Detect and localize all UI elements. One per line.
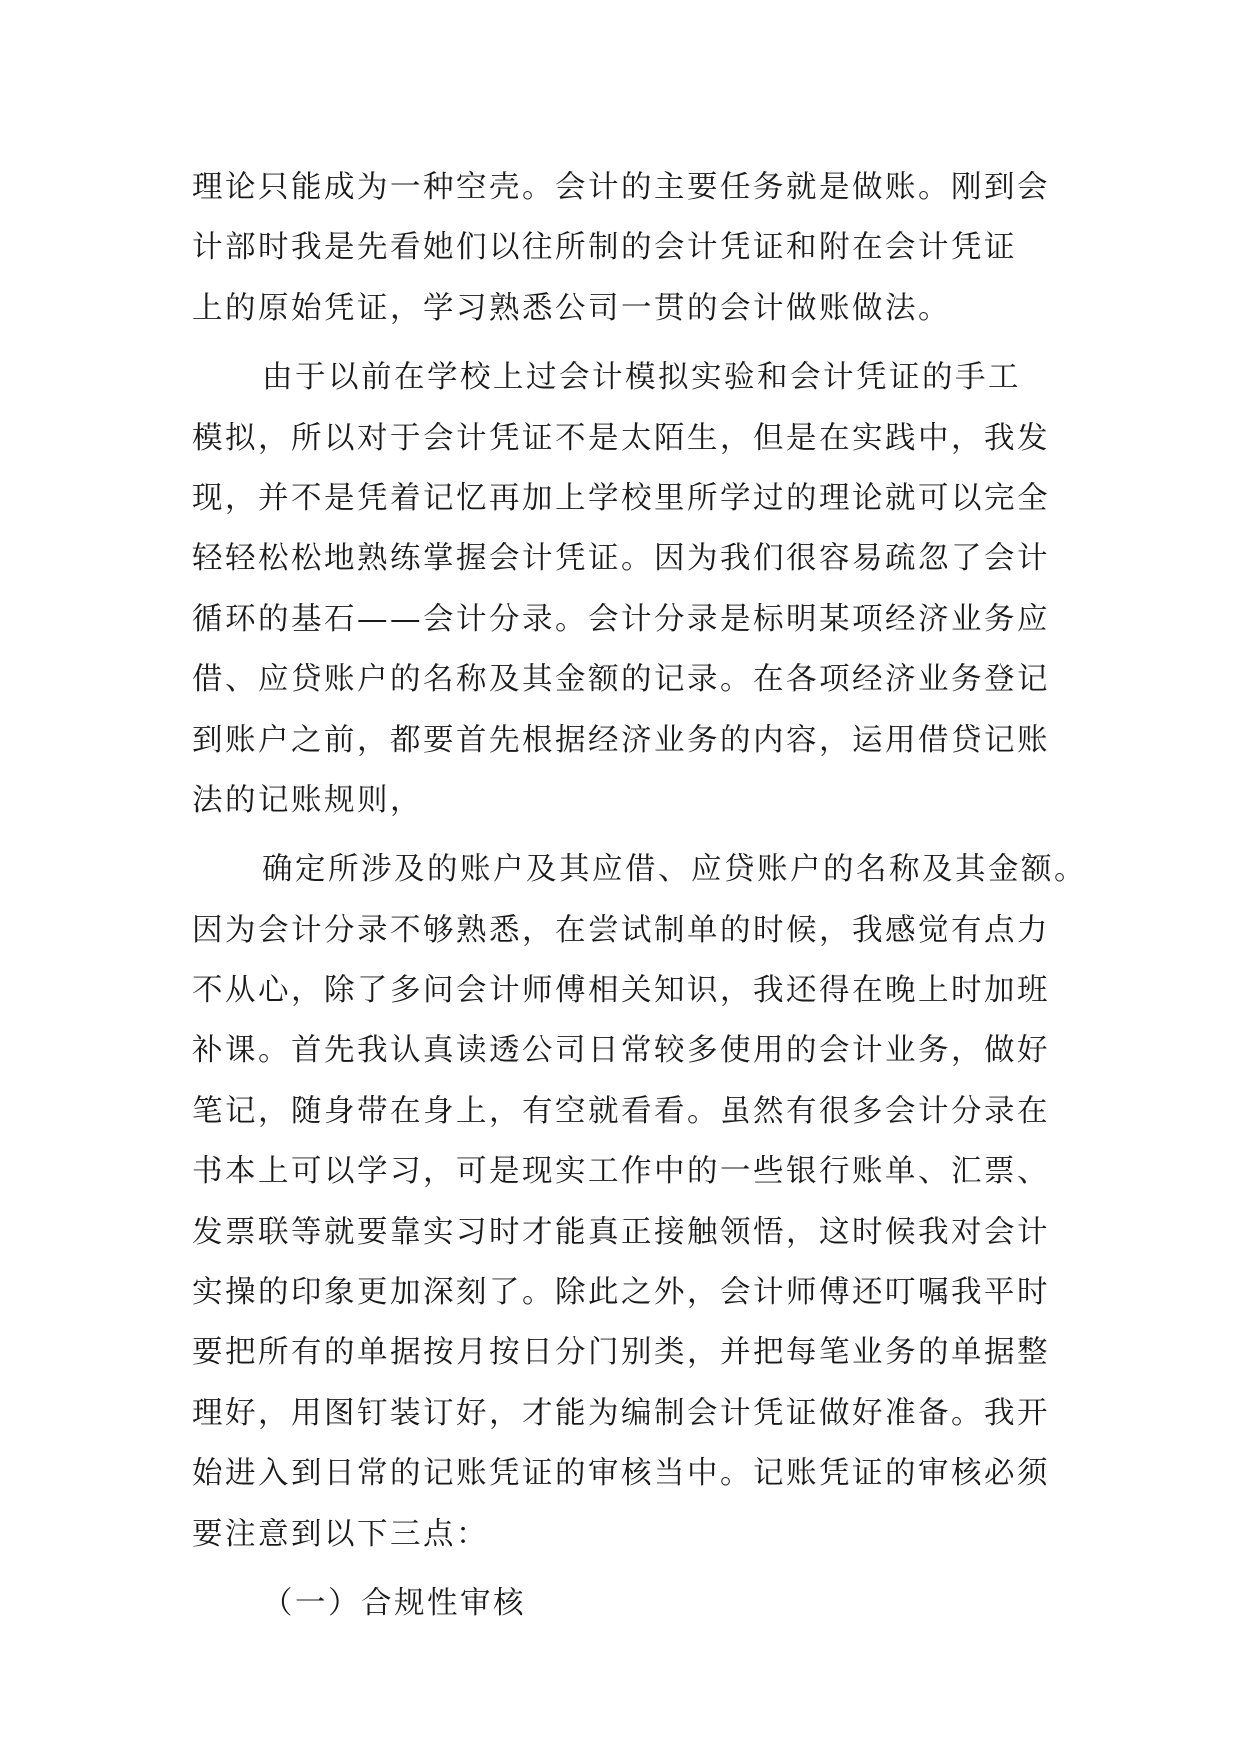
text-line: 补课。首先我认真读透公司日常较多使用的会计业务，做好 bbox=[192, 1033, 1050, 1069]
text-line: 由于以前在学校上过会计模拟实验和会计凭证的手工 bbox=[262, 360, 1021, 396]
text-line: 上的原始凭证，学习熟悉公司一贯的会计做账做法。 bbox=[192, 290, 951, 326]
text-line: 确定所涉及的账户及其应借、应贷账户的名称及其金额。 bbox=[262, 852, 1087, 888]
text-line: 发票联等就要靠实习时才能真正接触领悟，这时候我对会计 bbox=[192, 1214, 1050, 1250]
text-line: 始进入到日常的记账凭证的审核当中。记账凭证的审核必须 bbox=[192, 1456, 1050, 1492]
text-line: 理论只能成为一种空壳。会计的主要任务就是做账。刚到会 bbox=[192, 170, 1050, 205]
text-line: 计部时我是先看她们以往所制的会计凭证和附在会计凭证 bbox=[192, 230, 1017, 266]
text-line: 模拟，所以对于会计凭证不是太陌生，但是在实践中，我发 bbox=[192, 420, 1050, 456]
text-line: 到账户之前，都要首先根据经济业务的内容，运用借贷记账 bbox=[192, 722, 1050, 758]
text-line: 法的记账规则， bbox=[192, 782, 423, 818]
text-line: 笔记，随身带在身上，有空就看看。虽然有很多会计分录在 bbox=[192, 1093, 1050, 1129]
document-body bbox=[192, 158, 1087, 1634]
text-line: 要注意到以下三点： bbox=[192, 1516, 489, 1552]
text-line: 借、应贷账户的名称及其金额的记录。在各项经济业务登记 bbox=[192, 662, 1050, 698]
text-line: 要把所有的单据按月按日分门别类，并把每笔业务的单据整 bbox=[192, 1335, 1050, 1371]
text-line: 书本上可以学习，可是现实工作中的一些银行账单、汇票、 bbox=[192, 1154, 1050, 1190]
text-line: 轻轻松松地熟练掌握会计凭证。因为我们很容易疏忽了会计 bbox=[192, 541, 1050, 577]
text-line: 现，并不是凭着记忆再加上学校里所学过的理论就可以完全 bbox=[192, 480, 1050, 516]
text-line: 不从心，除了多问会计师傅相关知识，我还得在晚上时加班 bbox=[192, 973, 1050, 1009]
section-heading: （一）合规性审核 bbox=[262, 1585, 526, 1621]
text-line: 循环的基石——会计分录。会计分录是标明某项经济业务应 bbox=[192, 601, 1050, 637]
text-line: 因为会计分录不够熟悉，在尝试制单的时候，我感觉有点力 bbox=[192, 912, 1050, 948]
text-line: 实操的印象更加深刻了。除此之外，会计师傅还叮嘱我平时 bbox=[192, 1275, 1050, 1311]
text-line: 理好，用图钉装订好，才能为编制会计凭证做好准备。我开 bbox=[192, 1395, 1050, 1431]
